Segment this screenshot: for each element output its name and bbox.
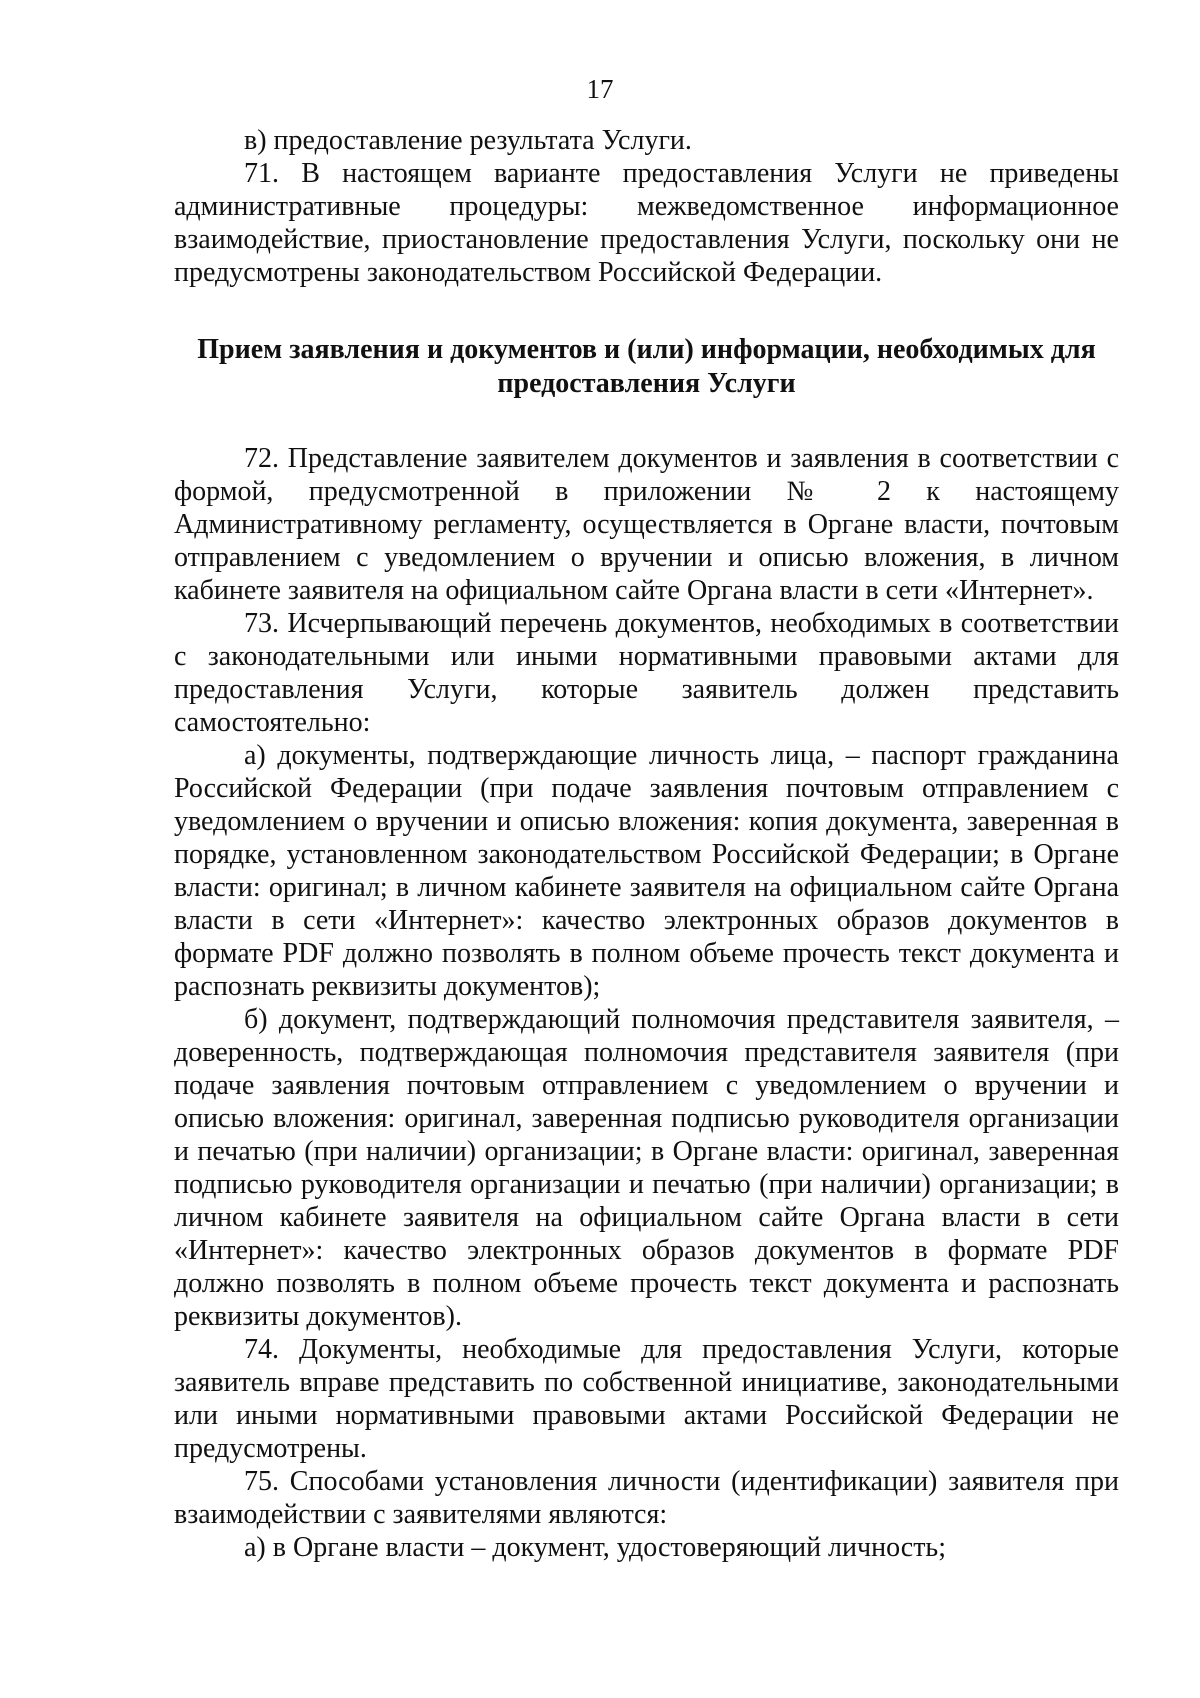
paragraph-result-item-v: в) предоставление результата Услуги. bbox=[244, 125, 692, 156]
paragraph-75-item-a: а) в Органе власти – документ, удостоверяющий личность; bbox=[244, 1532, 946, 1563]
paragraph-75: 75. Способами установления личности (идентификации) заявителя при взаимодействии с заявителями являются: bbox=[174, 1466, 1119, 1530]
paragraph-73-item-a: а) документы, подтверждающие личность лица, – паспорт гражданина Российской Федерации (при подаче заявления почтовым отправлением с уведомлением о вручении и описью вложения: копия документа, заверенная в порядке, установленном законодательством Российской Федерации; в Органе власти: оригинал; в личном кабинете заявителя на официальном сайте Органа власти в сети «Интернет»: качество электронных образов документов в формате PDF должно позволять в полном объеме прочесть текст документа и распознать реквизиты документов); bbox=[174, 740, 1119, 1002]
paragraph-73: 73. Исчерпывающий перечень документов, необходимых в соответствии с законодательными или иными нормативными правовыми актами для предоставления Услуги, которые заявитель должен представить самостоятельно: bbox=[174, 608, 1119, 738]
paragraph-73-item-b: б) документ, подтверждающий полномочия представителя заявителя, – доверенность, подтверждающая полномочия представителя заявителя (при подаче заявления почтовым отправлением с уведомлением о вручении и описью вложения: оригинал, заверенная подписью руководителя организации и печатью (при наличии) организации; в Органе власти: оригинал, заверенная подписью руководителя организации и печатью (при наличии) организации; в личном кабинете заявителя на официальном сайте Органа власти в сети «Интернет»: качество электронных образов документов в формате PDF должно позволять в полном объеме прочесть текст документа и распознать реквизиты документов). bbox=[174, 1004, 1119, 1332]
paragraph-71: 71. В настоящем варианте предоставления Услуги не приведены административные процедуры: межведомственное информационное взаимодействие, приостановление предоставления Услуги, поскольку они не предусмотрены законодательством Российской Федерации. bbox=[174, 158, 1119, 288]
document-body bbox=[174, 124, 1119, 1564]
paragraph-74: 74. Документы, необходимые для предоставления Услуги, которые заявитель вправе представить по собственной инициативе, законодательными или иными нормативными правовыми актами Российской Федерации не предусмотрены. bbox=[174, 1334, 1119, 1464]
paragraph-72: 72. Представление заявителем документов и заявления в соответствии с формой, предусмотренной в приложении № 2 к настоящему Административному регламенту, осуществляется в Органе власти, почтовым отправлением с уведомлением о вручении и описью вложения, в личном кабинете заявителя на официальном сайте Органа власти в сети «Интернет». bbox=[174, 443, 1119, 606]
section-heading: Прием заявления и документов и (или) информации, необходимых для предоставления Услуги bbox=[197, 334, 1096, 399]
page-number: 17 bbox=[586, 74, 614, 104]
